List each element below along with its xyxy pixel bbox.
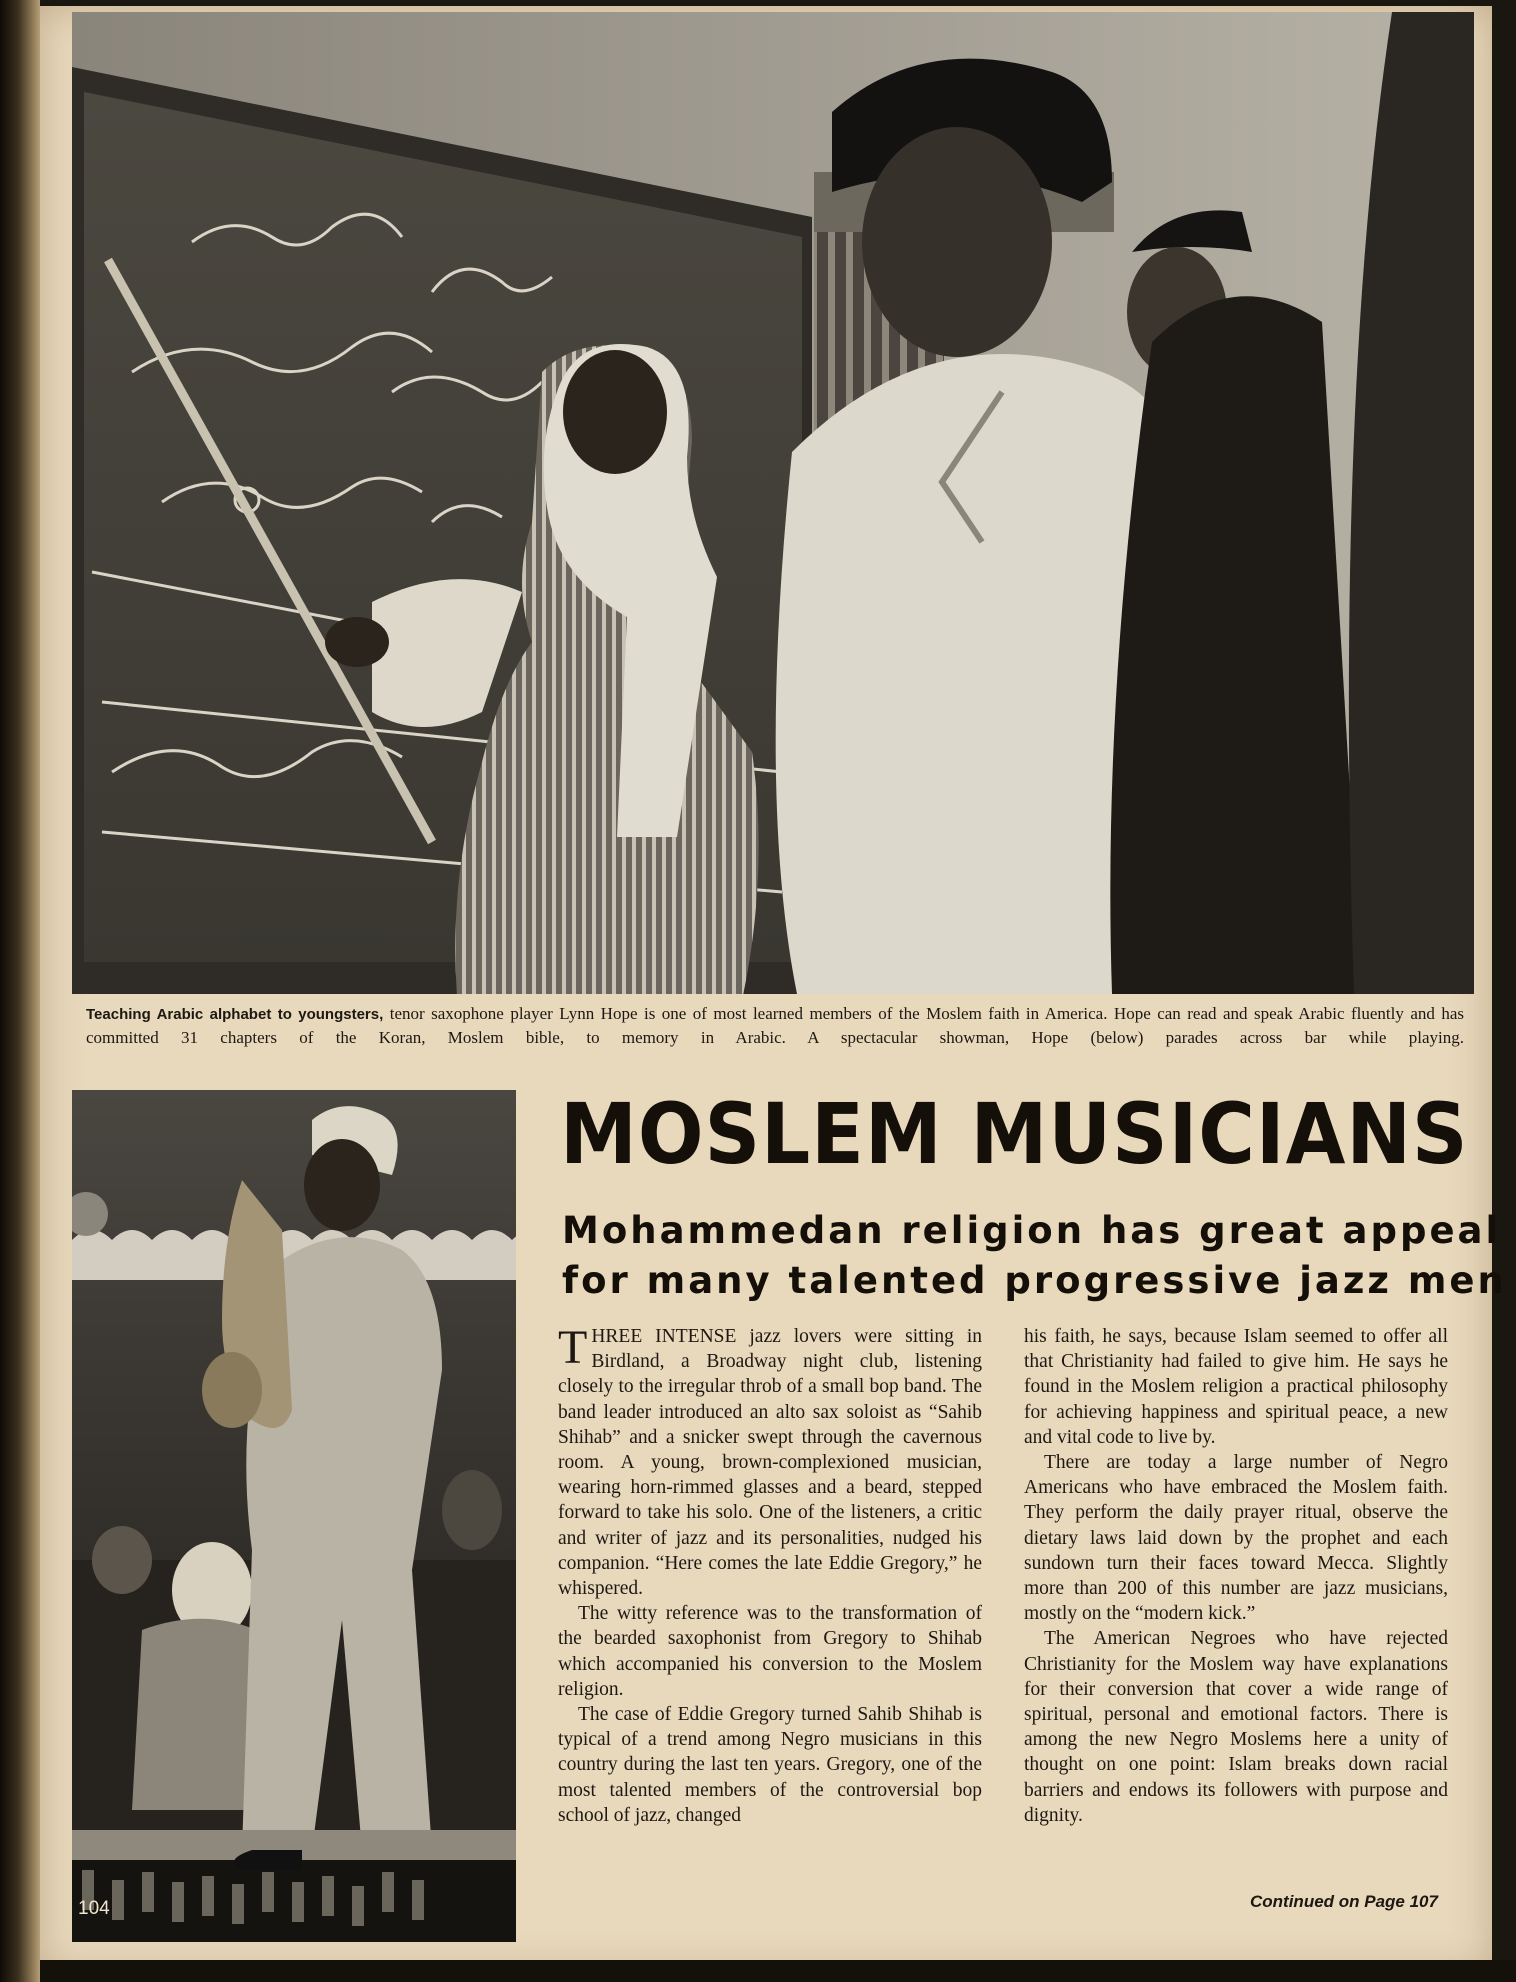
caption-lead: Teaching Arabic alphabet to youngsters, (86, 1006, 384, 1023)
article-subhead (562, 1206, 1507, 1306)
article-paragraph: There are today a large number of Negro Americans who have embraced the Moslem faith. They perform the daily prayer ritual, observe the dietary laws laid down by the prophet and each sundown turn their faces toward Mecca. Slightly more than 200 of this number are jazz musicians, mostly on the “modern kick.” (1024, 1452, 1448, 1625)
photo-caption (86, 1002, 1464, 1049)
article-paragraph: The American Negroes who have rejected Christianity for the Moslem way have explanations for their conversion that cover a wide range of spiritual, personal and emotional factors. There is among the new Negro Moslems here a unity of thought on one point: Islam breaks down racial barriers and endows its followers with purpose and dignity. (1024, 1628, 1448, 1826)
article-headline: MOSLEM MUSICIANS (560, 1085, 1469, 1183)
page-bottom-edge (40, 1960, 1516, 1982)
caption-text: tenor saxophone player Lynn Hope is one of most learned members of the Moslem faith in America. Hope can read and speak Arabic fluently and has committed 31 chapters of the Koran, Moslem bible, to memory in Arabic. A spectacular showman, Hope (below) parades across bar while playing. (86, 1004, 1464, 1047)
article-column-1 (558, 1321, 982, 1828)
article-paragraph: THREE INTENSE jazz lovers were sitting in Birdland, a Broadway night club, listening closely to the irregular throb of a small bop band. The band leader introduced an alto sax soloist as “Sahib Shihab” and a snicker swept through the cavernous room. A young, brown-complexioned musician, wearing horn-rimmed glasses and a beard, stepped forward to take his solo. One of the listeners, a critic and writer of jazz and its personalities, nudged his companion. “Here comes the late Eddie Gregory,” he whispered. (558, 1321, 982, 1600)
subhead-line-2: for many talented progressive jazz men (562, 1259, 1507, 1302)
book-spine (0, 0, 40, 1982)
article-paragraph: The case of Eddie Gregory turned Sahib Shihab is typical of a trend among Negro musicians in this country during the last ten years. Gregory, one of the most talented members of the controversial bop school of jazz, changed (558, 1704, 982, 1826)
saxophonist-photo (72, 1090, 516, 1942)
classroom-photo (72, 12, 1474, 994)
drop-cap: T (558, 1321, 588, 1374)
continued-note: Continued on Page 107 (1250, 1892, 1438, 1911)
subhead-line-1: Mohammedan religion has great appeal (562, 1209, 1502, 1252)
article-column-2 (1024, 1324, 1448, 1828)
page-number: 104 (78, 1898, 110, 1919)
article-paragraph: The witty reference was to the transformation of the bearded saxophonist from Gregory to Shihab which accompanied his conversion to the Moslem religion. (558, 1603, 982, 1700)
article-paragraph: his faith, he says, because Islam seemed to offer all that Christianity had failed to give him. He says he found in the Moslem religion a practical philosophy for achieving happiness and spiritual peace, a new and vital code to live by. (1024, 1326, 1448, 1448)
